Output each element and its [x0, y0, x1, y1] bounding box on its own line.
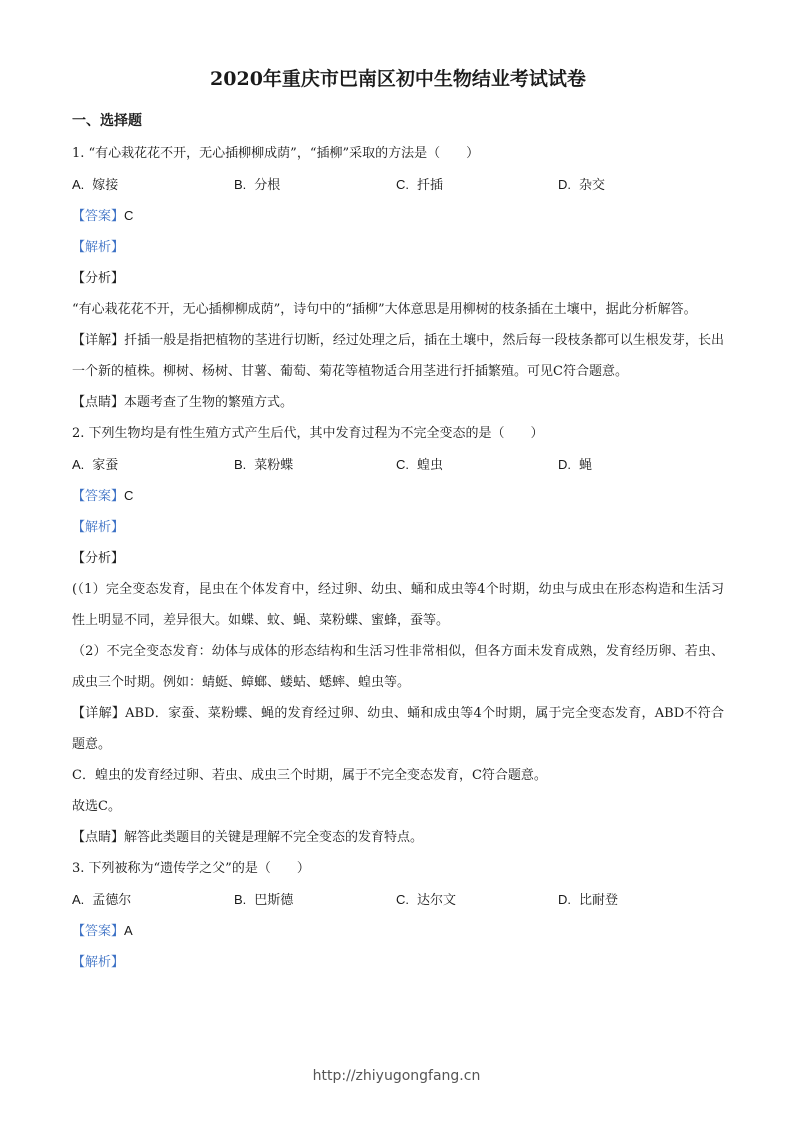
- question-1-option-d: [558, 169, 720, 200]
- dianjing-tag: 【点睛】: [72, 395, 125, 410]
- option-text: 蝇: [579, 458, 593, 473]
- option-text: 孟德尔: [92, 893, 132, 908]
- question-1-options: [72, 169, 724, 200]
- option-letter: C.: [396, 177, 409, 192]
- option-text: 分根: [254, 178, 281, 193]
- question-1-option-b: [234, 169, 396, 200]
- question-2-xiangjie: [72, 698, 724, 760]
- option-text: 杂交: [579, 178, 606, 193]
- xiangjie-tag: 【详解】: [72, 333, 125, 348]
- question-2-fenxi-2: （2）不完全变态发育：幼体与成体的形态结构和生活习性非常相似，但各方面未发育成熟，发育经历卵、若虫、成虫三个时期。例如：蜻蜓、蟑螂、蝼蛄、蟋蟀、蝗虫等。: [72, 644, 724, 690]
- question-2-option-a: [72, 449, 234, 480]
- question-3-option-c: [396, 884, 558, 915]
- footer-url[interactable]: http://zhiyugongfang.cn: [312, 1068, 481, 1084]
- question-1-stem: 1. “有心栽花花不开，无心插柳柳成荫”，“插柳”采取的方法是（ ）: [72, 146, 480, 161]
- question-2-options: [72, 449, 724, 480]
- question-3-analysis-tag: 【解析】: [72, 955, 125, 970]
- question-2-dianjing: [72, 822, 724, 853]
- dianjing-text: 本题考查了生物的繁殖方式。: [124, 395, 294, 410]
- option-letter: B.: [234, 177, 247, 192]
- option-letter: A.: [72, 457, 85, 472]
- answer-tag: 【答案】: [72, 489, 125, 504]
- option-text: 比耐登: [579, 893, 619, 908]
- question-2-conclusion: 故选C。: [72, 799, 121, 814]
- question-3-stem: 3. 下列被称为“遗传学之父”的是（ ）: [72, 861, 310, 876]
- option-letter: A.: [72, 177, 85, 192]
- answer-tag: 【答案】: [72, 924, 125, 939]
- question-1-option-a: [72, 169, 234, 200]
- exam-page: [72, 64, 724, 978]
- question-2-option-b: [234, 449, 396, 480]
- option-text: 达尔文: [417, 893, 457, 908]
- option-letter: A.: [72, 892, 85, 907]
- question-2-option-c: [396, 449, 558, 480]
- question-2-option-d: [558, 449, 720, 480]
- option-text: 家蚕: [92, 458, 119, 473]
- answer-value: C: [124, 488, 134, 503]
- question-2-stem: 2. 下列生物均是有性生殖方式产生后代，其中发育过程为不完全变态的是（ ）: [72, 426, 544, 441]
- option-text: 巴斯德: [254, 893, 294, 908]
- option-text: 蝗虫: [417, 458, 444, 473]
- question-2-answer: [72, 480, 724, 512]
- option-text: 扦插: [417, 178, 444, 193]
- question-3-options: [72, 884, 724, 915]
- option-letter: B.: [234, 892, 247, 907]
- option-letter: D.: [558, 892, 571, 907]
- xiangjie-text: ABD．家蚕、菜粉蝶、蝇的发育经过卵、幼虫、蛹和成虫等4个时期，属于完全变态发育，ABD不符合题意。: [72, 706, 724, 752]
- question-2-analysis-tag: 【解析】: [72, 520, 125, 535]
- option-text: 菜粉蝶: [254, 458, 294, 473]
- question-3-option-a: [72, 884, 234, 915]
- xiangjie-tag: 【详解】: [72, 706, 126, 721]
- dianjing-text: 解答此类题目的关键是理解不完全变态的发育特点。: [124, 830, 424, 845]
- question-3-option-d: [558, 884, 720, 915]
- answer-value: C: [124, 208, 134, 223]
- question-3-option-b: [234, 884, 396, 915]
- question-3-answer: [72, 915, 724, 947]
- question-1-answer: [72, 200, 724, 232]
- option-text: 嫁接: [92, 178, 119, 193]
- question-2-line-c: C．蝗虫的发育经过卵、若虫、成虫三个时期，属于不完全变态发育，C符合题意。: [72, 768, 547, 783]
- page-title: 2020年重庆市巴南区初中生物结业考试试卷: [210, 68, 586, 90]
- option-letter: D.: [558, 457, 571, 472]
- question-2-fenxi-1: (（1）完全变态发育，昆虫在个体发育中，经过卵、幼虫、蛹和成虫等4个时期，幼虫与成虫在形态构造和生活习性上明显不同，差异很大。如蝶、蚊、蝇、菜粉蝶、蜜蜂，蚕等。: [72, 582, 724, 628]
- question-2-fenxi-tag: 【分析】: [72, 551, 125, 566]
- option-letter: B.: [234, 457, 247, 472]
- question-1-xiangjie: [72, 325, 724, 387]
- question-1-option-c: [396, 169, 558, 200]
- dianjing-tag: 【点睛】: [72, 830, 125, 845]
- option-letter: C.: [396, 892, 409, 907]
- section-heading: 一、选择题: [72, 113, 142, 129]
- question-1-dianjing: [72, 387, 724, 418]
- option-letter: D.: [558, 177, 571, 192]
- question-1-fenxi: “有心栽花花不开，无心插柳柳成荫”，诗句中的“插柳”大体意思是用柳树的枝条插在土壤中，据此分析解答。: [72, 302, 697, 317]
- question-1-fenxi-tag: 【分析】: [72, 271, 125, 286]
- option-letter: C.: [396, 457, 409, 472]
- xiangjie-text: 扦插一般是指把植物的茎进行切断，经过处理之后，插在土壤中，然后每一段枝条都可以生根发芽，长出一个新的植株。柳树、杨树、甘薯、葡萄、菊花等植物适合用茎进行扦插繁殖。可见C符合题意。: [72, 333, 724, 379]
- question-1-analysis-tag: 【解析】: [72, 240, 125, 255]
- answer-tag: 【答案】: [72, 209, 125, 224]
- answer-value: A: [124, 923, 133, 938]
